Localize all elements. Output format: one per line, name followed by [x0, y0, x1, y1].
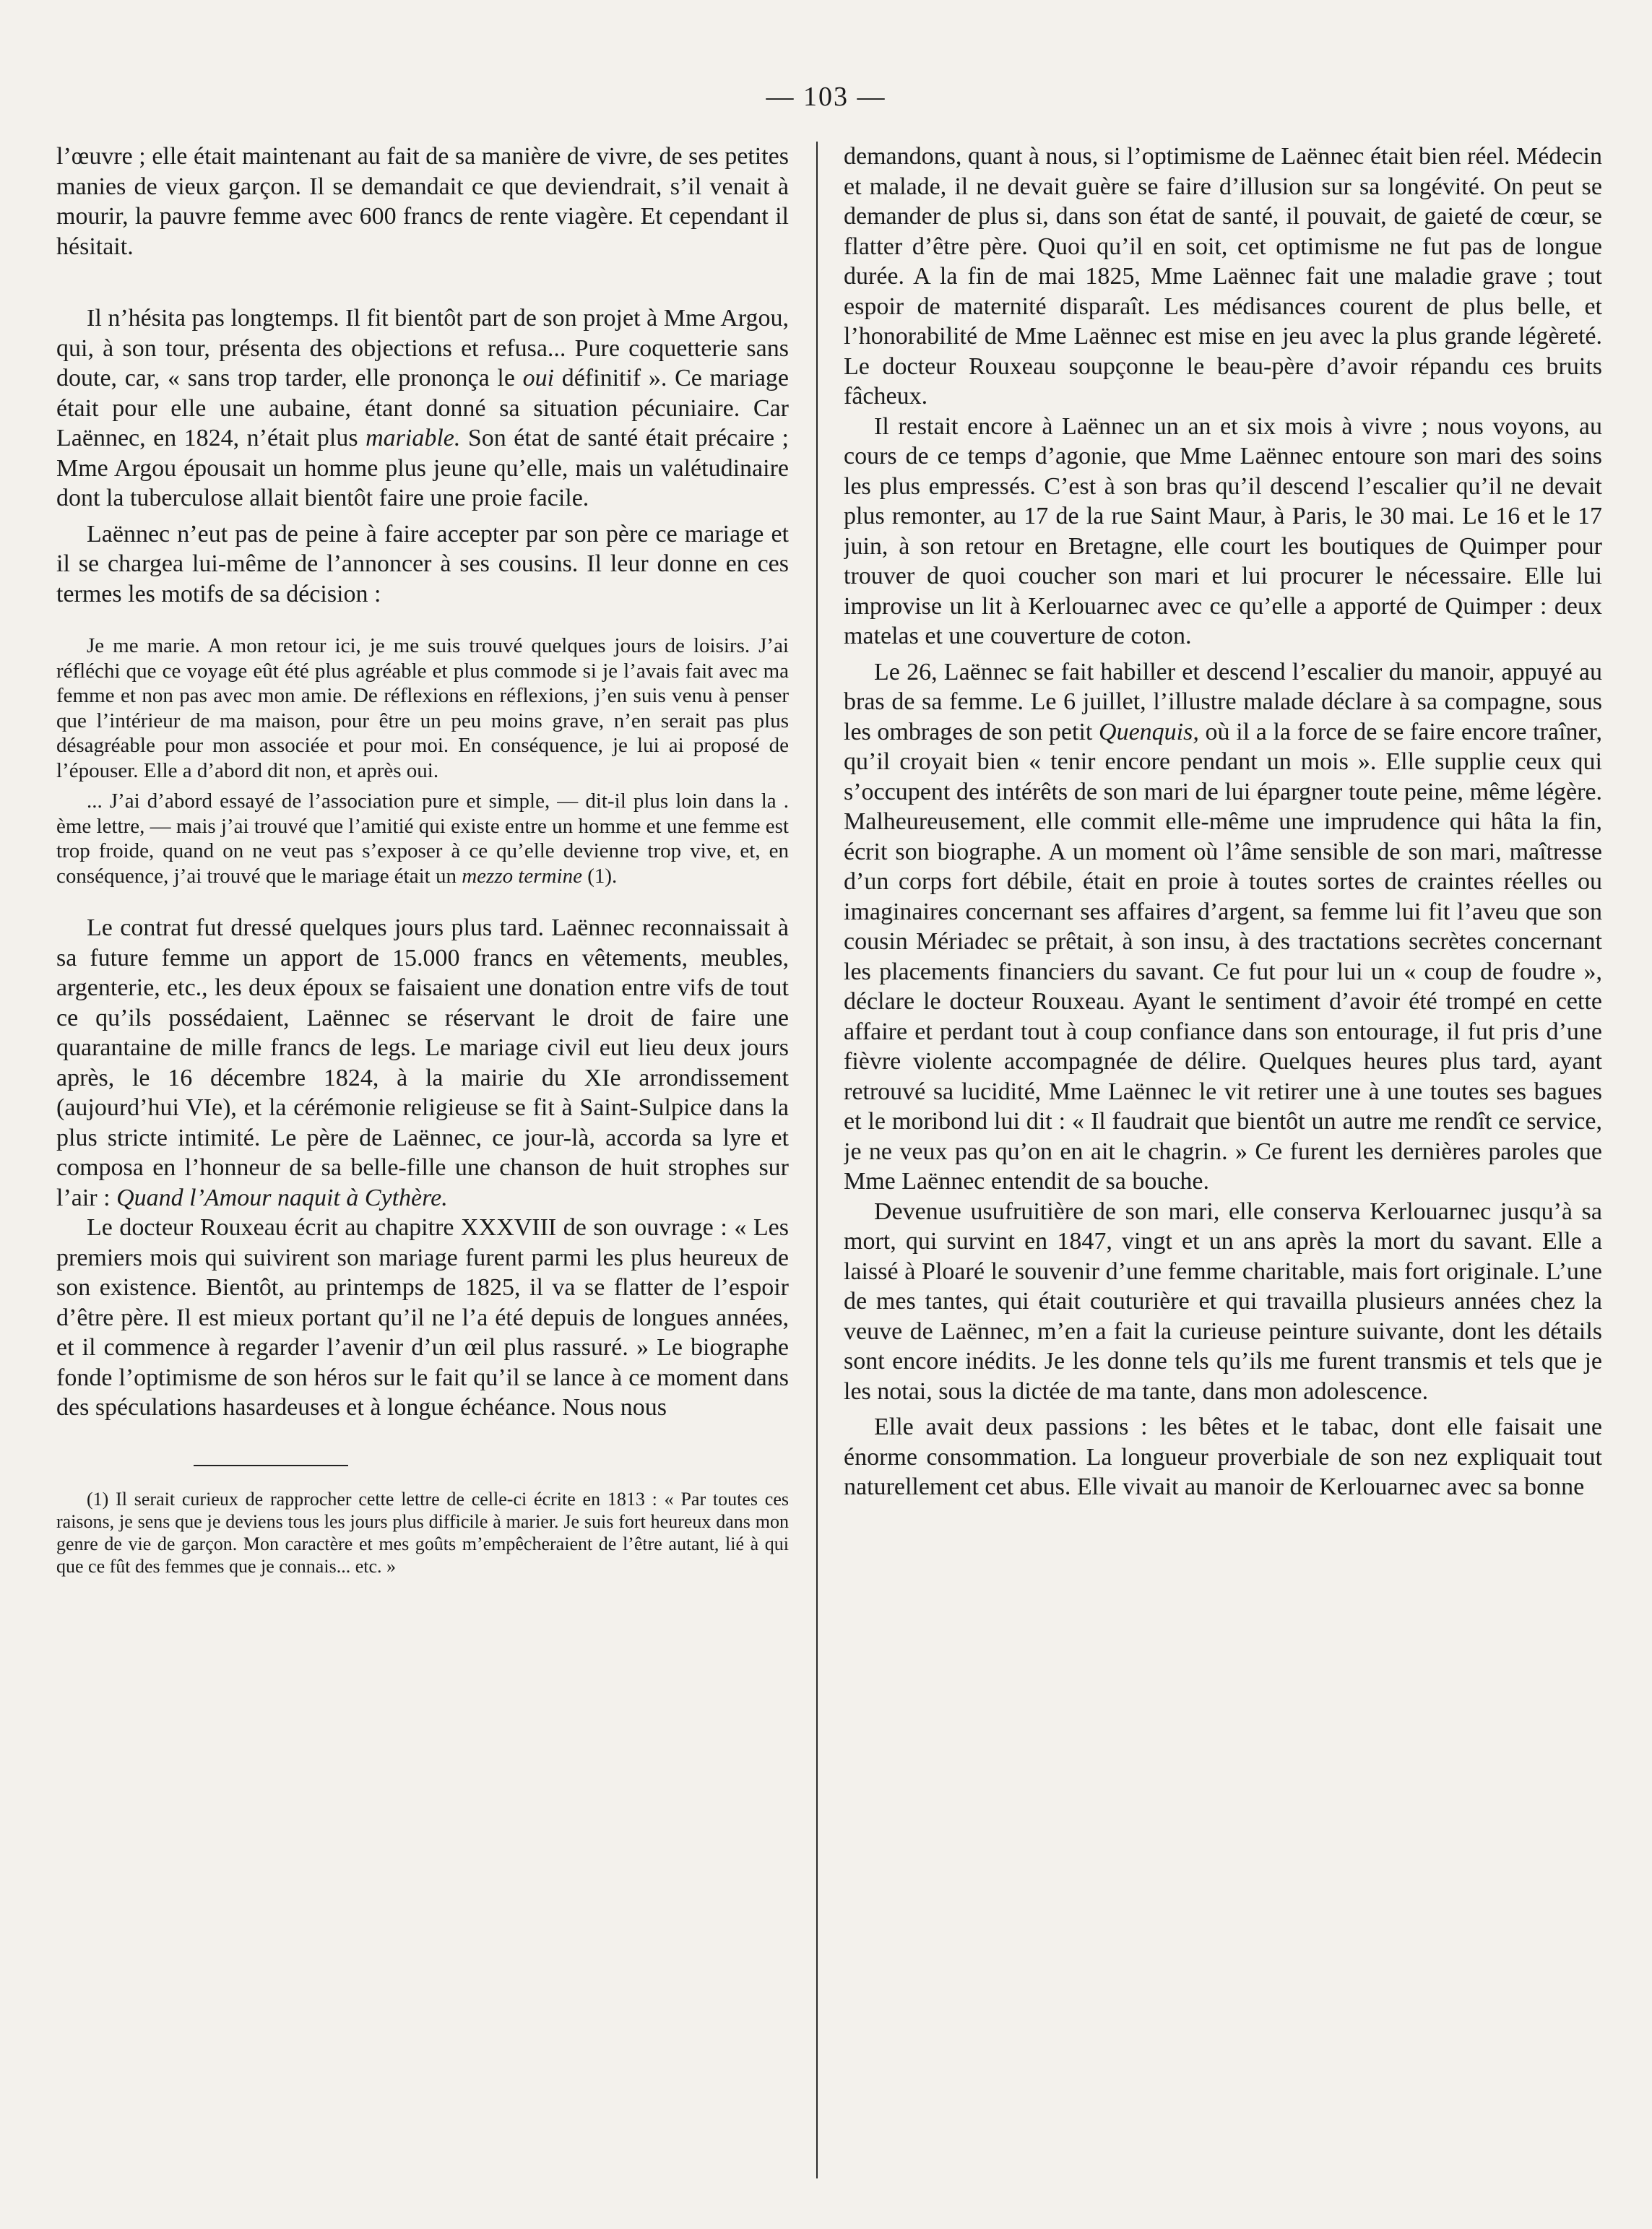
paragraph: Le 26, Laënnec se fait habiller et descend l’escalier du manoir, appuyé au bras de sa femme. Le 6 juillet, l’illustre malade déclare à sa compagne, sous les ombrages de son petit Quenquis, où il a la force de se faire encore traîner, qu’il croyait bien « tenir encore pendant un mois ». Elle supplie ceux qui s’occupent des intérêts de son mari de lui épargner toute peine, même légère. Malheureusement, elle commit elle-même une imprudence qui hâta la fin, écrit son biographe. A un moment où l’âme sensible de son mari, maîtresse d’un corps fort débile, était en proie à toutes sortes de craintes réelles ou imaginaires concernant ses affaires d’argent, sa femme lui fit l’aveu que son cousin Mériadec se prêtait, à son insu, à des tractations secrètes concernant les placements financiers du savant. Ce fut pour lui un « coup de foudre », déclare le docteur Rouxeau. Ayant le sentiment d’avoir été trompé en cette affaire et perdant tout à coup confiance dans son entourage, il fut pris d’une fièvre violente accompagnée de délire. Quelques heures plus tard, ayant retrouvé sa lucidité, Mme Laënnec le vit retirer une à une toutes ses bagues et le moribond lui dit : « Il faudrait que bientôt un autre me rendît ce service, je ne veux pas qu’on en ait le chagrin. » Ce furent les dernières paroles que Mme Laënnec entendit de sa bouche.	[844, 658, 1602, 1195]
page-number: — 103 —	[766, 82, 886, 112]
paragraph: Il n’hésita pas longtemps. Il fit bientôt part de son projet à Mme Argou, qui, à son tour, présenta des objections et refusa... Pure coquetterie sans doute, car, « sans trop tarder, elle prononça le oui définitif ». Ce mariage était pour elle une aubaine, étant donné sa situation pécuniaire. Car Laënnec, en 1824, n’était plus mariable. Son état de santé était précaire ; Mme Argou épousait un homme plus jeune qu’elle, mais un valétudinaire dont la tuberculose allait bientôt faire une proie facile.	[56, 305, 789, 511]
footnote-rule	[194, 1465, 348, 1466]
paragraph: l’œuvre ; elle était maintenant au fait de sa manière de vivre, de ses petites manies de vieux garçon. Il se demandait ce que deviendrait, s’il venait à mourir, la pauvre femme avec 600 francs de rente viagère. Et cependant il hésitait.	[56, 143, 789, 260]
quoted-letter: Je me marie. A mon retour ici, je me suis trouvé quelques jours de loisirs. J’ai réfléchi que ce voyage eût été plus agréable et plus commode si je l’avais fait avec ma femme et non pas avec mon amie. De réflexions en réflexions, j’en suis venu à penser que l’intérieur de ma maison, pour être un peu moins grave, n’en serait pas plus désagréable pour mon associée et pour moi. En conséquence, je lui ai proposé de l’épouser. Elle a d’abord dit non, et après oui.	[56, 634, 789, 782]
paragraph: Elle avait deux passions : les bêtes et le tabac, dont elle faisait une énorme consommation. La longueur proverbiale de son nez expliquait tout naturellement cet abus. Elle vivait au manoir de Kerlouarnec avec sa bonne	[844, 1414, 1602, 1500]
footnote: (1) Il serait curieux de rapprocher cette lettre de celle-ci écrite en 1813 : « Par toutes ces raisons, je sens que je deviens tous les jours plus difficile à marier. Je suis fort heureux dans mon genre de vie de garçon. Mon caractère et mes goûts m’empêcheraient de l’être autant, lié à qui que ce fût des femmes que je connais... etc. »	[56, 1488, 789, 1577]
paragraph: demandons, quant à nous, si l’optimisme de Laënnec était bien réel. Médecin et malade, il ne devait guère se faire d’illusion sur sa longévité. On peut se demander de plus si, dans son état de santé, il pouvait, de gaieté de cœur, se flatter d’être père. Quoi qu’il en soit, cet optimisme ne fut pas de longue durée. A la fin de mai 1825, Mme Laënnec fait une maladie grave ; tout espoir de maternité disparaît. Les médisances courent de plus belle, et l’honorabilité de Mme Laënnec est mise en jeu avec la plus grande légèreté. Le docteur Rouxeau soupçonne le beau-père d’avoir répandu ces bruits fâcheux.	[844, 143, 1602, 410]
paragraph: Le contrat fut dressé quelques jours plus tard. Laënnec reconnaissait à sa future femme un apport de 15.000 francs en vêtements, meubles, argenterie, etc., les deux époux se faisaient une donation entre vifs de tout ce qu’ils possédaient, Laënnec se réservant le droit de faire une quarantaine de mille francs de legs. Le mariage civil eut lieu deux jours après, le 16 décembre 1824, à la mairie du XIe arrondissement (aujourd’hui VIe), et la cérémonie religieuse se fit à Saint-Sulpice dans la plus stricte intimité. Le père de Laënnec, ce jour-là, accorda sa lyre et composa en l’honneur de sa belle-fille une chanson de huit strophes sur l’air : Quand l’Amour naquit à Cythère.	[56, 914, 789, 1211]
paragraph: Laënnec n’eut pas de peine à faire accepter par son père ce mariage et il se chargea lui-même de l’annoncer à ses cousins. Il leur donne en ces termes les motifs de sa décision :	[56, 520, 789, 607]
right-column	[844, 142, 1602, 2200]
paragraph: Le docteur Rouxeau écrit au chapitre XXXVIII de son ouvrage : « Les premiers mois qui suivirent son mariage furent parmi les plus heureux de son existence. Bientôt, au printemps de 1825, il va se flatter de l’espoir d’être père. Il est mieux portant qu’il ne l’a été depuis de longues années, et il commence à regarder l’avenir d’un œil plus rassuré. » Le biographe fonde l’optimisme de son héros sur le fait qu’il se lance à ce moment dans des spéculations hasardeuses et à longue échéance. Nous nous	[56, 1214, 789, 1421]
quoted-letter: ... J’ai d’abord essayé de l’association pure et simple, — dit-il plus loin dans la . ème lettre, — mais j’ai trouvé que l’amitié qui existe entre un homme et une femme est trop froide, quand on ne veut pas s’exposer à ce qu’elle devienne trop vive, et, en conséquence, j’ai trouvé que le mariage était un mezzo termine (1).	[56, 789, 789, 888]
paragraph: Devenue usufruitière de son mari, elle conserva Kerlouarnec jusqu’à sa mort, qui survint en 1847, vingt et un ans après la mort du savant. Elle a laissé à Ploaré le souvenir d’une femme charitable, mais fort originale. L’une de mes tantes, qui était couturière et qui travailla plusieurs années chez la veuve de Laënnec, m’en a fait la curieuse peinture suivante, dont les détails sont encore inédits. Je les donne tels qu’ils me furent transmis et tels que je les notai, sous la dictée de ma tante, dans mon adolescence.	[844, 1198, 1602, 1405]
left-column	[56, 142, 789, 2200]
paragraph: Il restait encore à Laënnec un an et six mois à vivre ; nous voyons, au cours de ce temps d’agonie, que Mme Laënnec entoure son mari des soins les plus empressés. C’est à son bras qu’il descend l’escalier qu’il ne devait plus remonter, au 17 de la rue Saint Maur, à Paris, le 30 mai. Le 16 et le 17 juin, à son retour en Bretagne, elle court les boutiques de Quimper pour trouver de quoi coucher son mari et lui procurer le nécessaire. Elle lui improvise un lit à Kerlouarnec avec ce qu’elle a apporté de Quimper : deux matelas et une couverture de coton.	[844, 412, 1602, 649]
column-divider	[816, 142, 818, 2178]
